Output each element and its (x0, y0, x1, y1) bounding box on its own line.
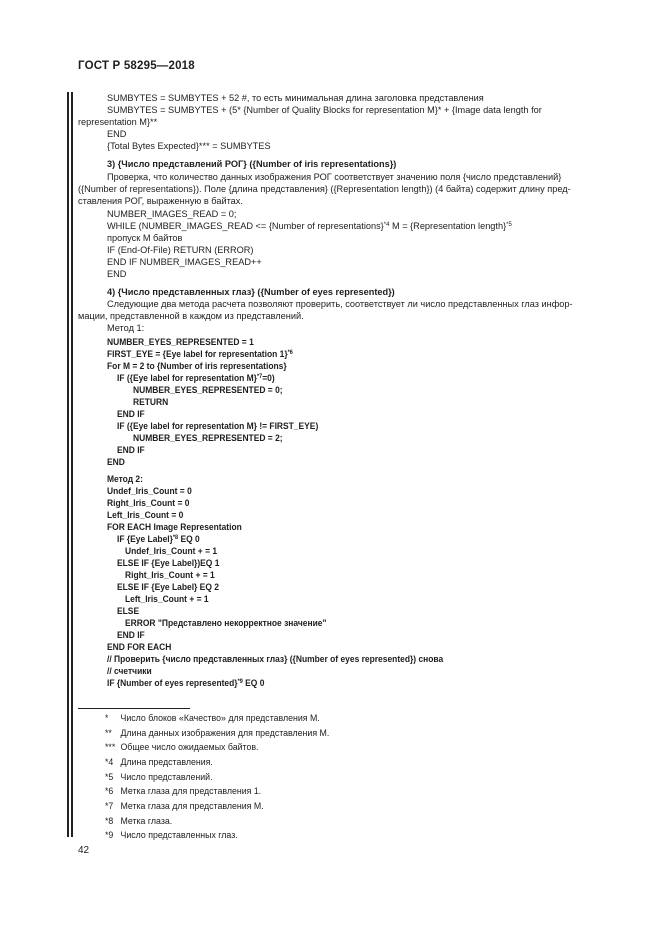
code-text: IF ({Eye label for representation M} (117, 373, 257, 383)
code-line: Undef_Iris_Count = 0 (107, 486, 192, 496)
code-line: Right_Iris_Count + = 1 (125, 570, 215, 580)
footnote-text: Число блоков «Качество» для представления M. (120, 713, 320, 723)
footnote-mark: ** (105, 728, 112, 738)
code-text: FIRST_EYE = {Eye label for representation 1} (107, 349, 288, 359)
change-bar-right (71, 92, 73, 837)
code-line (107, 677, 264, 691)
paragraph-line: Проверка, что количество данных изображения РОГ соответствует значению поля {число представлений} (107, 172, 562, 182)
footnote-text: Число представленных глаз. (120, 830, 238, 840)
footnote-ref: *7 (256, 374, 263, 380)
footnote-mark: *6 (105, 786, 114, 796)
footnote-mark: *9 (105, 830, 114, 840)
change-bar-left (67, 92, 69, 837)
footnote (105, 741, 258, 753)
code-text: =0) (262, 373, 275, 383)
code-line: ELSE IF {Eye Label} EQ 2 (117, 582, 219, 592)
code-line: END IF (117, 409, 145, 419)
code-line: NUMBER_EYES_REPRESENTED = 1 (107, 337, 254, 347)
footnote-mark: * (105, 713, 109, 723)
code-line: END (107, 129, 127, 139)
footnote-text: Метка глаза. (120, 816, 173, 826)
code-line: ELSE (117, 606, 140, 616)
code-line: For M = 2 to {Number of iris representations} (107, 361, 287, 371)
footnote-ref: *6 (287, 350, 293, 356)
code-comment: // счетчики (107, 666, 152, 676)
code-line: SUMBYTES = SUMBYTES + (5* {Number of Quality Blocks for representation M}* + {Image data length for (107, 105, 542, 115)
paragraph-line: ставления РОГ, выраженную в байтах. (78, 196, 243, 206)
code-line: END IF (117, 630, 145, 640)
section-heading: 3) {Число представлений РОГ} ({Number of iris representations}) (107, 159, 397, 169)
code-line: SUMBYTES = SUMBYTES + 52 #, то есть минимальная длина заголовка представления (107, 93, 484, 103)
code-text: EQ 0 (178, 534, 200, 544)
code-line: пропуск M байтов (107, 233, 183, 243)
code-line: NUMBER_EYES_REPRESENTED = 0; (133, 385, 283, 395)
code-line: IF ({Eye label for representation M} != FIRST_EYE) (117, 421, 319, 431)
footnote (105, 727, 329, 739)
footnote-ref: *4 (383, 222, 390, 228)
code-line: RETURN (133, 397, 169, 407)
footnote (105, 712, 320, 724)
footnote (105, 815, 172, 827)
footnote-mark: *** (105, 742, 116, 752)
footnote-text: Общее число ожидаемых байтов. (120, 742, 259, 752)
footnote-text: Метка глаза для представления M. (120, 801, 264, 811)
footnote-mark: *8 (105, 816, 114, 826)
code-line: NUMBER_EYES_REPRESENTED = 2; (133, 433, 283, 443)
code-line: Left_Iris_Count = 0 (107, 510, 184, 520)
paragraph-line: Следующие два метода расчета позволяют проверить, соответствует ли число представленных глаз инфор- (107, 299, 573, 309)
method-label: Метод 2: (107, 474, 143, 484)
code-text: IF {Number of eyes represented} (107, 678, 238, 688)
code-line: Left_Iris_Count + = 1 (125, 594, 209, 604)
code-line: END IF (117, 445, 145, 455)
footnote-ref: *8 (172, 535, 179, 541)
footnote-divider (78, 708, 190, 709)
page-number: 42 (78, 845, 90, 856)
code-text: M = {Representation length} (389, 221, 507, 231)
footnote-text: Длина представления. (120, 757, 213, 767)
footnote-mark: *4 (105, 757, 114, 767)
paragraph-line: ({Number of representations}). Поле {длина представления} ({Representation length}) (4 байта) содержит длину пред- (78, 184, 571, 194)
footnote-mark: *7 (105, 801, 114, 811)
method-label: Метод 1: (107, 323, 145, 333)
footnote (105, 756, 213, 768)
footnote (105, 800, 264, 812)
code-line: IF (End-Of-File) RETURN (ERROR) (107, 245, 254, 255)
code-line: Undef_Iris_Count + = 1 (125, 546, 218, 556)
code-line: END IF NUMBER_IMAGES_READ++ (107, 257, 262, 267)
code-line: representation M}** (78, 117, 158, 127)
code-line: {Total Bytes Expected}*** = SUMBYTES (107, 141, 271, 151)
footnote-text: Метка глаза для представления 1. (120, 786, 262, 796)
code-comment: // Проверить {число представленных глаз} ({Number of eyes represented}) снова (107, 654, 444, 664)
footnote-mark: *5 (105, 772, 114, 782)
document-header: ГОСТ Р 58295—2018 (78, 60, 195, 72)
footnote-ref: *9 (237, 679, 243, 685)
footnote-ref: *5 (506, 222, 512, 228)
code-line: ELSE IF {Eye Label})EQ 1 (117, 558, 220, 568)
code-line: END FOR EACH (107, 642, 172, 652)
code-line: END (107, 457, 125, 467)
footnote (105, 771, 213, 783)
code-line: FOR EACH Image Representation (107, 522, 242, 532)
footnote-text: Число представлений. (120, 772, 213, 782)
code-text: WHILE (NUMBER_IMAGES_READ <= {Number of representations} (107, 221, 384, 231)
section-heading: 4) {Число представленных глаз} ({Number of eyes represented}) (107, 287, 395, 297)
code-text: IF {Eye Label} (117, 534, 173, 544)
footnote (105, 785, 261, 797)
code-line: NUMBER_IMAGES_READ = 0; (107, 209, 237, 219)
code-text: EQ 0 (242, 678, 265, 688)
code-line: Right_Iris_Count = 0 (107, 498, 190, 508)
code-line: END (107, 269, 127, 279)
code-line: ERROR "Представлено некорректное значение" (125, 618, 327, 628)
footnote (105, 829, 238, 841)
paragraph-line: мации, представленной в каждом из представлений. (78, 311, 304, 321)
footnote-text: Длина данных изображения для представления M. (120, 728, 330, 738)
